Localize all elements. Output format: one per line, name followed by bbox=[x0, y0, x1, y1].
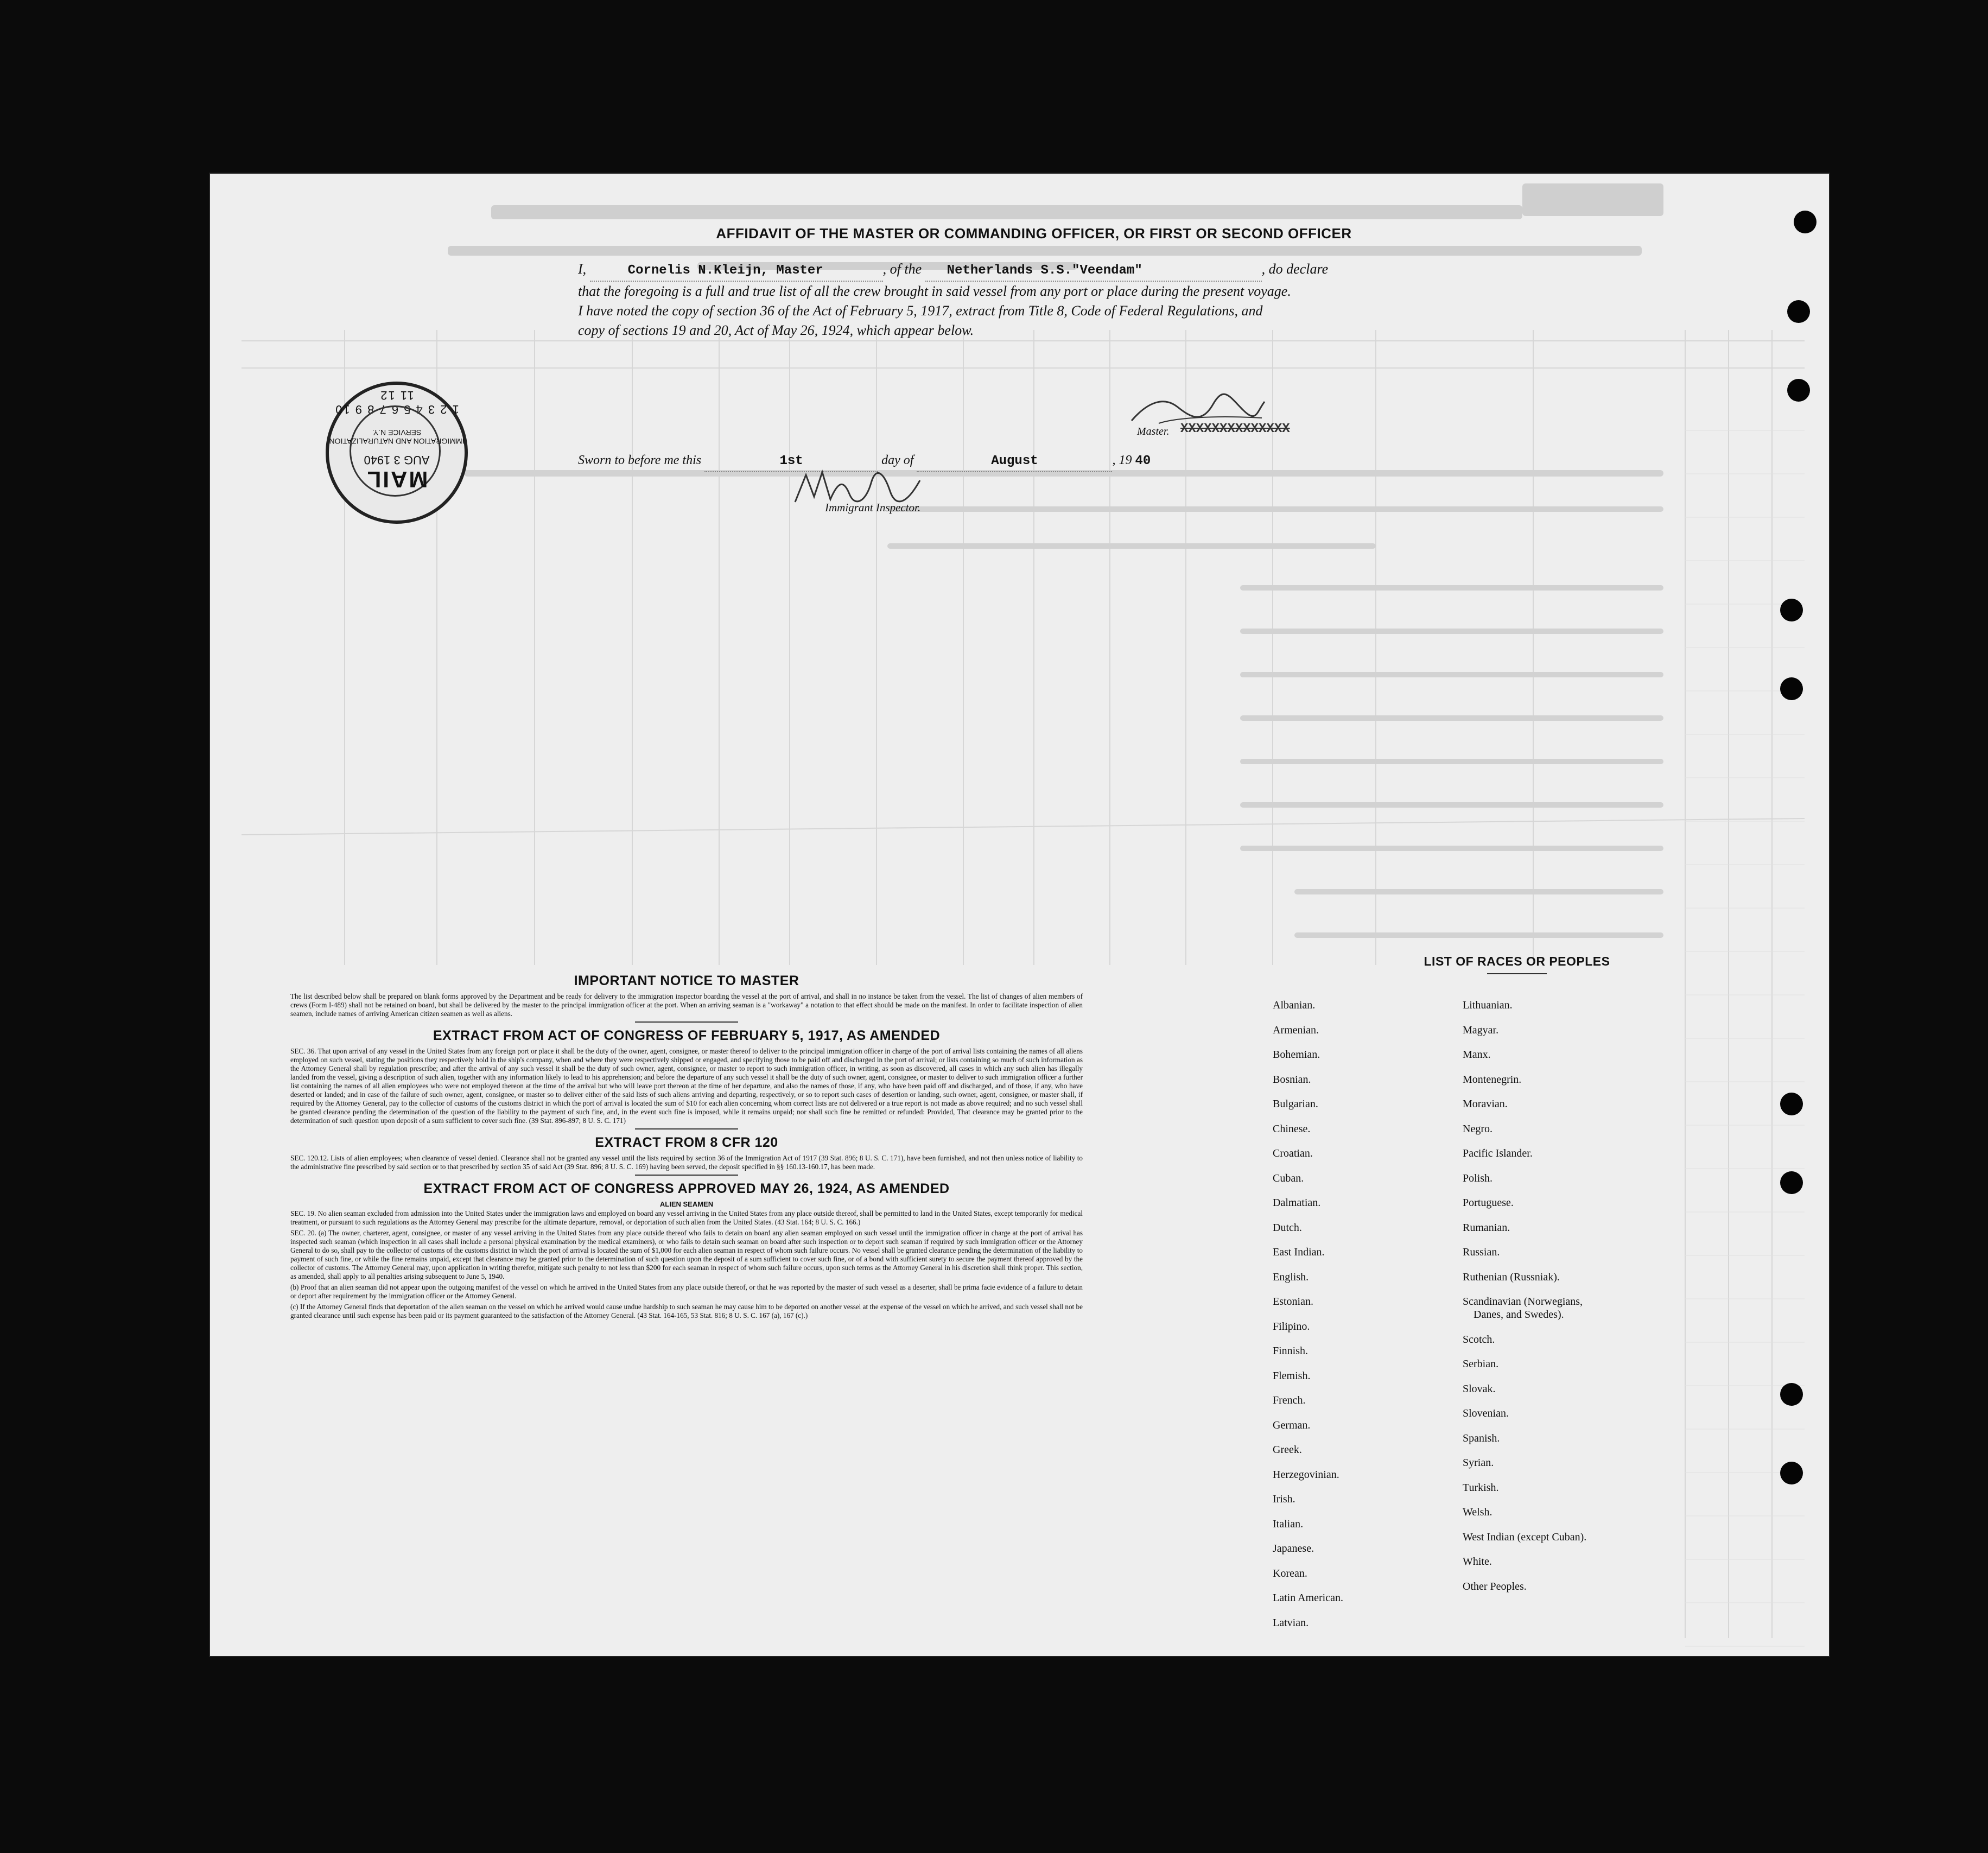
punch-hole bbox=[1780, 677, 1803, 700]
races-list bbox=[1273, 954, 1761, 1629]
punch-hole bbox=[1787, 300, 1810, 323]
race-item: Pacific Islander. bbox=[1463, 1147, 1533, 1159]
race-item: Filipino. bbox=[1273, 1320, 1310, 1332]
race-item: Rumanian. bbox=[1463, 1221, 1510, 1234]
affidavit-i: I, bbox=[578, 261, 587, 277]
struck-title: XXXXXXXXXXXXXX bbox=[1180, 422, 1290, 436]
extract-cfr-body: SEC. 120.12. Lists of alien employees; when clearance of vessel denied. Clearance shall not be granted any vessel until the lists required by section 36 of the Immigration Act of 1917 (39 Stat. 896; 8 U. S. C. 171), have been furnished, and not then unless notice of liability to the administrative fine prescribed by said section or to that prescribed by section 35 of said Act (39 Stat. 896; 8 U. S. C. 169) having been served, the deposit specified in §§ 160.13-160.17, has been made. bbox=[290, 1154, 1083, 1171]
master-name: Cornelis N.Kleijn, Master bbox=[627, 263, 823, 278]
races-right-column bbox=[1463, 993, 1586, 1599]
extract-1924-sec20b: (b) Proof that an alien seaman did not appear upon the outgoing manifest of the vessel on which he arrived in the United States from any place outside thereof, or that he was reported by the master of such vessel as a deserter, shall be prima facie evidence of a failure to detain or deport after requirement by the immigration officer or the Attorney General. bbox=[290, 1283, 1083, 1300]
race-item: Armenian. bbox=[1273, 1024, 1319, 1036]
race-item: Finnish. bbox=[1273, 1345, 1309, 1357]
race-item: Bosnian. bbox=[1273, 1073, 1311, 1086]
race-item: Latvian. bbox=[1273, 1616, 1309, 1629]
race-item: Montenegrin. bbox=[1463, 1073, 1522, 1086]
vessel-name: Netherlands S.S."Veendam" bbox=[947, 263, 1142, 278]
extract-1924-sec20c: (c) If the Attorney General finds that deportation of the alien seaman on the vessel on which he arrived would cause undue hardship to such seaman he may cause him to be deported on another vessel at the expense of the vessel on which he arrived, and such vessel shall not be granted clearance until such expense has been paid or its payment guaranteed to the satisfaction of the Attorney General. (43 Stat. 164-165, 53 Stat. 816; 8 U. S. C. 167 (a), 167 (c).) bbox=[290, 1303, 1083, 1319]
race-item: Croatian. bbox=[1273, 1147, 1313, 1159]
affidavit-of-the: , of the bbox=[882, 261, 922, 277]
race-item: French. bbox=[1273, 1394, 1306, 1406]
race-item: White. bbox=[1463, 1556, 1492, 1568]
divider bbox=[635, 1175, 738, 1176]
vessel-name-field bbox=[925, 259, 1262, 282]
race-item: Bohemian. bbox=[1273, 1049, 1320, 1061]
master-name-field bbox=[590, 259, 883, 282]
affidavit-line-1 bbox=[578, 259, 1490, 282]
race-item: Spanish. bbox=[1463, 1432, 1500, 1444]
sworn-month: August bbox=[991, 454, 1038, 468]
affidavit-line-4: copy of sections 19 and 20, Act of May 26, 1924, which appear below. bbox=[578, 322, 974, 338]
sworn-year: 40 bbox=[1135, 454, 1151, 468]
race-item: Negro. bbox=[1463, 1122, 1492, 1135]
stamp-date: AUG 3 1940 bbox=[364, 453, 430, 467]
notice-title: IMPORTANT NOTICE TO MASTER bbox=[574, 973, 799, 988]
sworn-day-of: day of bbox=[881, 453, 914, 467]
race-item: Turkish. bbox=[1463, 1481, 1499, 1494]
punch-hole bbox=[1780, 1171, 1803, 1194]
race-item: Magyar. bbox=[1463, 1024, 1499, 1036]
extract-1917-title: EXTRACT FROM ACT OF CONGRESS OF FEBRUARY 5, 1917, AS AMENDED bbox=[433, 1028, 941, 1043]
affidavit bbox=[578, 225, 1490, 514]
race-item: Bulgarian. bbox=[1273, 1098, 1318, 1110]
affidavit-line-3: I have noted the copy of section 36 of the Act of February 5, 1917, extract from Title 8, Code of Federal Regulations, and bbox=[578, 303, 1263, 319]
punch-hole bbox=[1787, 379, 1810, 402]
punch-hole bbox=[1780, 1093, 1803, 1115]
manifest-sheet bbox=[209, 173, 1830, 1657]
race-item: Greek. bbox=[1273, 1444, 1302, 1456]
divider bbox=[635, 1021, 738, 1023]
master-label: Master. bbox=[1137, 426, 1170, 437]
punch-hole bbox=[1780, 1383, 1803, 1406]
race-item: Welsh. bbox=[1463, 1506, 1492, 1518]
race-item: German. bbox=[1273, 1419, 1311, 1431]
race-item: Dutch. bbox=[1273, 1221, 1302, 1234]
race-item: Scandinavian (Norwegians, bbox=[1463, 1296, 1583, 1308]
race-item: Estonian. bbox=[1273, 1296, 1313, 1308]
extract-1924-sec19: SEC. 19. No alien seaman excluded from admission into the United States under the immigration laws and employed on board any vessel arriving in the United States from any place outside thereof, shall be permitted to land in the United States, except temporarily for medical treatment, or pursuant to such regulations as the Attorney General may prescribe for the ultimate departure, removal, or deportation of such alien from the United States. (43 Stat. 164; 8 U. S. C. 166.) bbox=[290, 1209, 1083, 1226]
extract-1917-body: SEC. 36. That upon arrival of any vessel in the United States from any foreign port or place it shall be the duty of the owner, agent, consignee, or master thereof to deliver to the principal immigration officer in charge of the port of arrival lists containing the names of all aliens employed on such vessel, stating the positions they respectively hold in the ship's company, when and where they were respectively shipped or engaged, and specifying those to be paid off and discharged in the port of arrival; or lists containing so much of such information as the Attorney General shall by regulation prescribe; and after the arrival of any such vessel it shall be the duty of such owner, agent, consignee, or master to report to such immigration officer, in writing, as soon as discovered, all cases in which any such alien has illegally landed from the vessel, giving a description of such alien, together with any information likely to lead to his apprehension; and before the departure of any such vessel it shall be the duty of such owner, agent, consignee, or master to deliver to such immigration officer a further list containing the names of all alien employees who were not employed thereon at the time of the arrival but who will leave port thereon at the time of her departure, and also the names of those, if any, who have been paid off and discharged, and of those, if any, who have deserted or landed; and in case of the failure of such owner, agent, consignee, or master so to deliver either of the said lists of such aliens arriving and departing, respectively, or so to report such cases of desertion or landing, such owner, agent, consignee, or master shall, if required by the Attorney General, pay to the collector of customs of the customs district in which the port of arrival is located the sum of $10 for each alien concerning whom correct lists are not delivered or a true report is not made as above required; and no such vessel shall be granted clearance pending the determination of the question of the liability to the payment of such fine, and, in the event such fine is imposed, while it remains unpaid; nor shall such fine be remitted or refunded: Provided, That clearance may be granted prior to the determination of such question upon deposit of a sum sufficient to cover such fine. (39 Stat. 896-897; 8 U. S. C. 171) bbox=[290, 1047, 1083, 1125]
sworn-prefix: Sworn to before me this bbox=[578, 453, 702, 467]
race-item: Slovenian. bbox=[1463, 1407, 1509, 1419]
race-item: Scotch. bbox=[1463, 1333, 1495, 1346]
race-item: Other Peoples. bbox=[1463, 1580, 1527, 1592]
race-item: Chinese. bbox=[1273, 1122, 1311, 1135]
race-item: Latin American. bbox=[1273, 1592, 1343, 1604]
races-title: LIST OF RACES OR PEOPLES bbox=[1424, 954, 1610, 968]
punch-hole bbox=[1794, 211, 1816, 233]
race-item: Syrian. bbox=[1463, 1457, 1494, 1469]
race-item: Slovak. bbox=[1463, 1382, 1496, 1395]
race-item: Serbian. bbox=[1463, 1358, 1499, 1370]
race-item: Italian. bbox=[1273, 1518, 1304, 1530]
stamp-mail: MAIL bbox=[365, 467, 428, 492]
race-item: Polish. bbox=[1463, 1172, 1493, 1184]
race-item: Cuban. bbox=[1273, 1172, 1304, 1184]
race-item: Japanese. bbox=[1273, 1543, 1314, 1554]
races-left-column bbox=[1273, 993, 1343, 1635]
affidavit-declare: , do declare bbox=[1261, 261, 1329, 277]
extract-cfr-title: EXTRACT FROM 8 CFR 120 bbox=[595, 1135, 778, 1150]
extract-1924-sec20a: SEC. 20. (a) The owner, charterer, agent, consignee, or master of any vessel arriving in the United States from any place outside thereof who fails to detain on board any alien seaman employed on such vessel until the immigration officer in charge at the port of arrival has inspected such seaman (which inspection in all cases shall include a personal physical examination by the medical examiners), or who fails to detain such seaman on board after such inspection or to deport such seaman if required by such immigration officer or the Attorney General to do so, shall pay to the collector of customs of the customs district in which the port of arrival is located the sum of $1,000 for each alien seaman in respect of whom such failure occurs. No vessel shall be granted clearance pending the determination of the liability to payment of such fine, or while the fine remains unpaid, except that clearance may be granted prior to the determination of such question upon the deposit of a sum sufficient to cover such fine, or of a bond with sufficient surety to secure the payment thereof approved by the collector of customs. The Attorney General may, upon application in writing therefor, mitigate such penalty to not less than $200 for each seaman in respect of whom such failure occurs, upon such terms as the Attorney General in his discretion shall think proper. This section, as amended, shall apply to all penalties arising subsequent to June 5, 1940. bbox=[290, 1229, 1083, 1280]
race-item: Portuguese. bbox=[1463, 1197, 1514, 1209]
race-item: Herzegovinian. bbox=[1273, 1468, 1339, 1481]
race-item: Lithuanian. bbox=[1463, 999, 1513, 1011]
race-item: Dalmatian. bbox=[1273, 1197, 1321, 1209]
race-item: Flemish. bbox=[1273, 1369, 1311, 1382]
race-item: Irish. bbox=[1273, 1493, 1295, 1505]
races-title-underline bbox=[1487, 973, 1547, 974]
race-item: English. bbox=[1273, 1271, 1309, 1283]
extract-1924-title: EXTRACT FROM ACT OF CONGRESS APPROVED MAY 26, 1924, AS AMENDED bbox=[423, 1181, 950, 1196]
race-item: Korean. bbox=[1273, 1567, 1307, 1579]
race-item-continued: Danes, and Swedes). bbox=[1473, 1308, 1564, 1321]
mail-stamp bbox=[326, 382, 468, 524]
race-item: East Indian. bbox=[1273, 1246, 1325, 1258]
notice-body: The list described below shall be prepared on blank forms approved by the Department and be ready for delivery to the immigration inspector boarding the vessel at the port of arrival, and shall in no instance be taken from the vessel. The list of changes of alien members of crews (Form I-489) shall not be retained on board, but shall be delivered by the master to the principal immigration officer at the port. When an arriving seaman is a "workaway" a notation to that effect should be made on the manifest. In order to facilitate inspection of alien seamen, include names of arriving American citizen seamen as well as aliens. bbox=[290, 992, 1083, 1018]
extract-1924-subtitle: ALIEN SEAMEN bbox=[659, 1200, 714, 1208]
race-item: Manx. bbox=[1463, 1049, 1491, 1061]
legal-extracts bbox=[290, 973, 1083, 1322]
race-item: Ruthenian (Russniak). bbox=[1463, 1271, 1560, 1283]
sworn-year-prefix: , 19 bbox=[1112, 453, 1132, 467]
sworn-month-field bbox=[917, 450, 1112, 472]
stamp-hours: 1 2 3 4 5 6 7 8 9 10 11 12 bbox=[334, 389, 459, 416]
punch-hole bbox=[1780, 599, 1803, 621]
inspector-label: Immigrant Inspector. bbox=[825, 501, 921, 514]
race-item: West Indian (except Cuban). bbox=[1463, 1531, 1587, 1543]
affidavit-heading: AFFIDAVIT OF THE MASTER OR COMMANDING OFFICER, OR FIRST OR SECOND OFFICER bbox=[716, 225, 1352, 242]
stamp-agency: IMMIGRATION AND NATURALIZATION SERVICE N.Y. bbox=[329, 428, 465, 446]
punch-hole bbox=[1780, 1462, 1803, 1484]
sworn-day: 1st bbox=[779, 454, 803, 468]
affidavit-line-2: that the foregoing is a full and true list of all the crew brought in said vessel from any port or place during the present voyage. bbox=[578, 283, 1291, 299]
race-item: Moravian. bbox=[1463, 1098, 1508, 1110]
race-item: Russian. bbox=[1463, 1246, 1500, 1258]
race-item: Albanian. bbox=[1273, 999, 1316, 1011]
divider bbox=[635, 1128, 738, 1129]
